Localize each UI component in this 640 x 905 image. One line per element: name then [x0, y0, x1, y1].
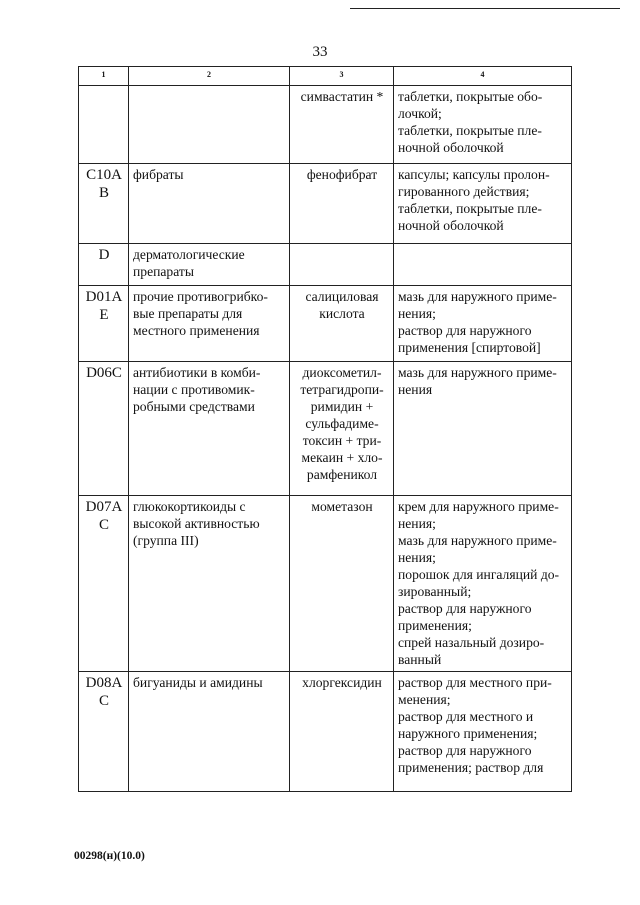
group-name-cell [129, 86, 290, 164]
dosage-form-cell-line: порошок для ингаляций до- [398, 567, 560, 582]
table-row [79, 164, 572, 244]
drug-name-cell-line: римидин + [310, 399, 374, 414]
table-row [79, 362, 572, 496]
group-name-cell-line: антибиотики в комби- [133, 365, 261, 380]
drug-name-cell-line: мометазон [311, 499, 373, 514]
table-row [79, 496, 572, 672]
header-col-2: 2 [129, 67, 290, 86]
group-name-cell [129, 286, 290, 362]
atc-code-cell: C10AB [79, 164, 129, 244]
dosage-form-cell-line: лочкой; [398, 106, 442, 121]
atc-code-cell: D07AC [79, 496, 129, 672]
dosage-form-cell-line: нения; [398, 306, 436, 321]
group-name-cell [129, 672, 290, 792]
group-name-cell-line: нации с противомик- [133, 382, 255, 397]
drug-name-cell-line: салициловая [305, 289, 379, 304]
dosage-form-cell-line: мазь для наружного приме- [398, 289, 557, 304]
dosage-form-cell-line: применения [спиртовой] [398, 340, 541, 355]
drug-name-cell-line: токсин + три- [302, 433, 382, 448]
dosage-form-cell-line: спрей назальный дозиро- [398, 635, 545, 650]
dosage-form-cell-line: менения; [398, 692, 451, 707]
group-name-cell-line: (группа III) [133, 533, 199, 548]
dosage-form-cell [394, 496, 572, 672]
page-number: 33 [312, 44, 328, 60]
drug-name-cell [290, 86, 394, 164]
table-row [79, 244, 572, 286]
drug-name-cell-line: фенофибрат [306, 167, 378, 182]
drug-name-cell-line: тетрагидропи- [300, 382, 384, 397]
group-name-cell-line: робными средствами [133, 399, 255, 414]
dosage-form-cell-line: применения; раствор для [398, 760, 544, 775]
group-name-cell-line: высокой активностью [133, 516, 260, 531]
dosage-form-cell-line: ночной оболочкой [398, 140, 504, 155]
dosage-form-cell-line: раствор для местного и [398, 709, 534, 724]
dosage-form-cell-line: таблетки, покрытые обо- [398, 89, 543, 104]
atc-code-cell: D01AE [79, 286, 129, 362]
table-row [79, 86, 572, 164]
drug-name-cell-line: хлоргексидин [302, 675, 382, 690]
drug-name-cell [290, 496, 394, 672]
group-name-cell-line: фибраты [133, 167, 184, 182]
drug-name-cell-line: мекаин + хло- [301, 450, 383, 465]
dosage-form-cell-line: крем для наружного приме- [398, 499, 559, 514]
table-row [79, 672, 572, 792]
header-col-1: 1 [79, 67, 129, 86]
dosage-form-cell-line: нения; [398, 550, 436, 565]
dosage-form-cell-line: раствор для наружного [398, 323, 532, 338]
dosage-form-cell-line: применения; [398, 618, 472, 633]
drug-name-cell [290, 286, 394, 362]
dosage-form-cell [394, 244, 572, 286]
dosage-form-cell [394, 164, 572, 244]
drug-name-cell-line: симвастатин * [300, 89, 384, 104]
group-name-cell-line: местного применения [133, 323, 260, 338]
group-name-cell-line: вые препараты для [133, 306, 243, 321]
top-rule [350, 8, 620, 9]
group-name-cell-line: глюкокортикоиды с [133, 499, 246, 514]
drug-name-cell-line: сульфадиме- [305, 416, 379, 431]
drug-name-cell [290, 164, 394, 244]
dosage-form-cell-line: зированный; [398, 584, 472, 599]
dosage-form-cell-line: раствор для наружного [398, 743, 532, 758]
atc-code-cell [79, 86, 129, 164]
header-col-4: 4 [394, 67, 572, 86]
dosage-form-cell-line: раствор для наружного [398, 601, 532, 616]
drug-name-cell [290, 244, 394, 286]
group-name-cell-line: прочие противогрибко- [133, 289, 268, 304]
group-name-cell [129, 496, 290, 672]
group-name-cell [129, 164, 290, 244]
dosage-form-cell-line: раствор для местного при- [398, 675, 552, 690]
dosage-form-cell-line: ванный [398, 652, 442, 667]
atc-code-cell: D08AC [79, 672, 129, 792]
table-body [79, 86, 572, 792]
table-row [79, 286, 572, 362]
atc-code-cell: D06C [79, 362, 129, 496]
dosage-form-cell-line: таблетки, покрытые пле- [398, 123, 542, 138]
dosage-form-cell-line: мазь для наружного приме- [398, 365, 557, 380]
dosage-form-cell [394, 362, 572, 496]
dosage-form-cell-line: нения [398, 382, 433, 397]
table-header-row [79, 67, 572, 86]
group-name-cell-line: препараты [133, 264, 194, 279]
footer-code: 00298(н)(10.0) [74, 850, 145, 862]
drug-name-cell-line: диоксометил- [302, 365, 382, 380]
drug-name-cell-line: кислота [319, 306, 365, 321]
dosage-form-cell-line: гированного действия; [398, 184, 530, 199]
dosage-form-cell-line: мазь для наружного приме- [398, 533, 557, 548]
group-name-cell [129, 362, 290, 496]
medication-table [78, 66, 572, 792]
group-name-cell [129, 244, 290, 286]
drug-name-cell [290, 362, 394, 496]
dosage-form-cell-line: нения; [398, 516, 436, 531]
group-name-cell-line: дерматологические [133, 247, 245, 262]
header-col-3: 3 [290, 67, 394, 86]
dosage-form-cell-line: ночной оболочкой [398, 218, 504, 233]
drug-name-cell-line: рамфеникол [306, 467, 378, 482]
group-name-cell-line: бигуаниды и амидины [133, 675, 263, 690]
dosage-form-cell [394, 86, 572, 164]
dosage-form-cell [394, 286, 572, 362]
dosage-form-cell [394, 672, 572, 792]
drug-name-cell [290, 672, 394, 792]
dosage-form-cell-line: наружного применения; [398, 726, 538, 741]
atc-code-cell: D [79, 244, 129, 286]
dosage-form-cell-line: таблетки, покрытые пле- [398, 201, 542, 216]
dosage-form-cell-line: капсулы; капсулы пролон- [398, 167, 550, 182]
